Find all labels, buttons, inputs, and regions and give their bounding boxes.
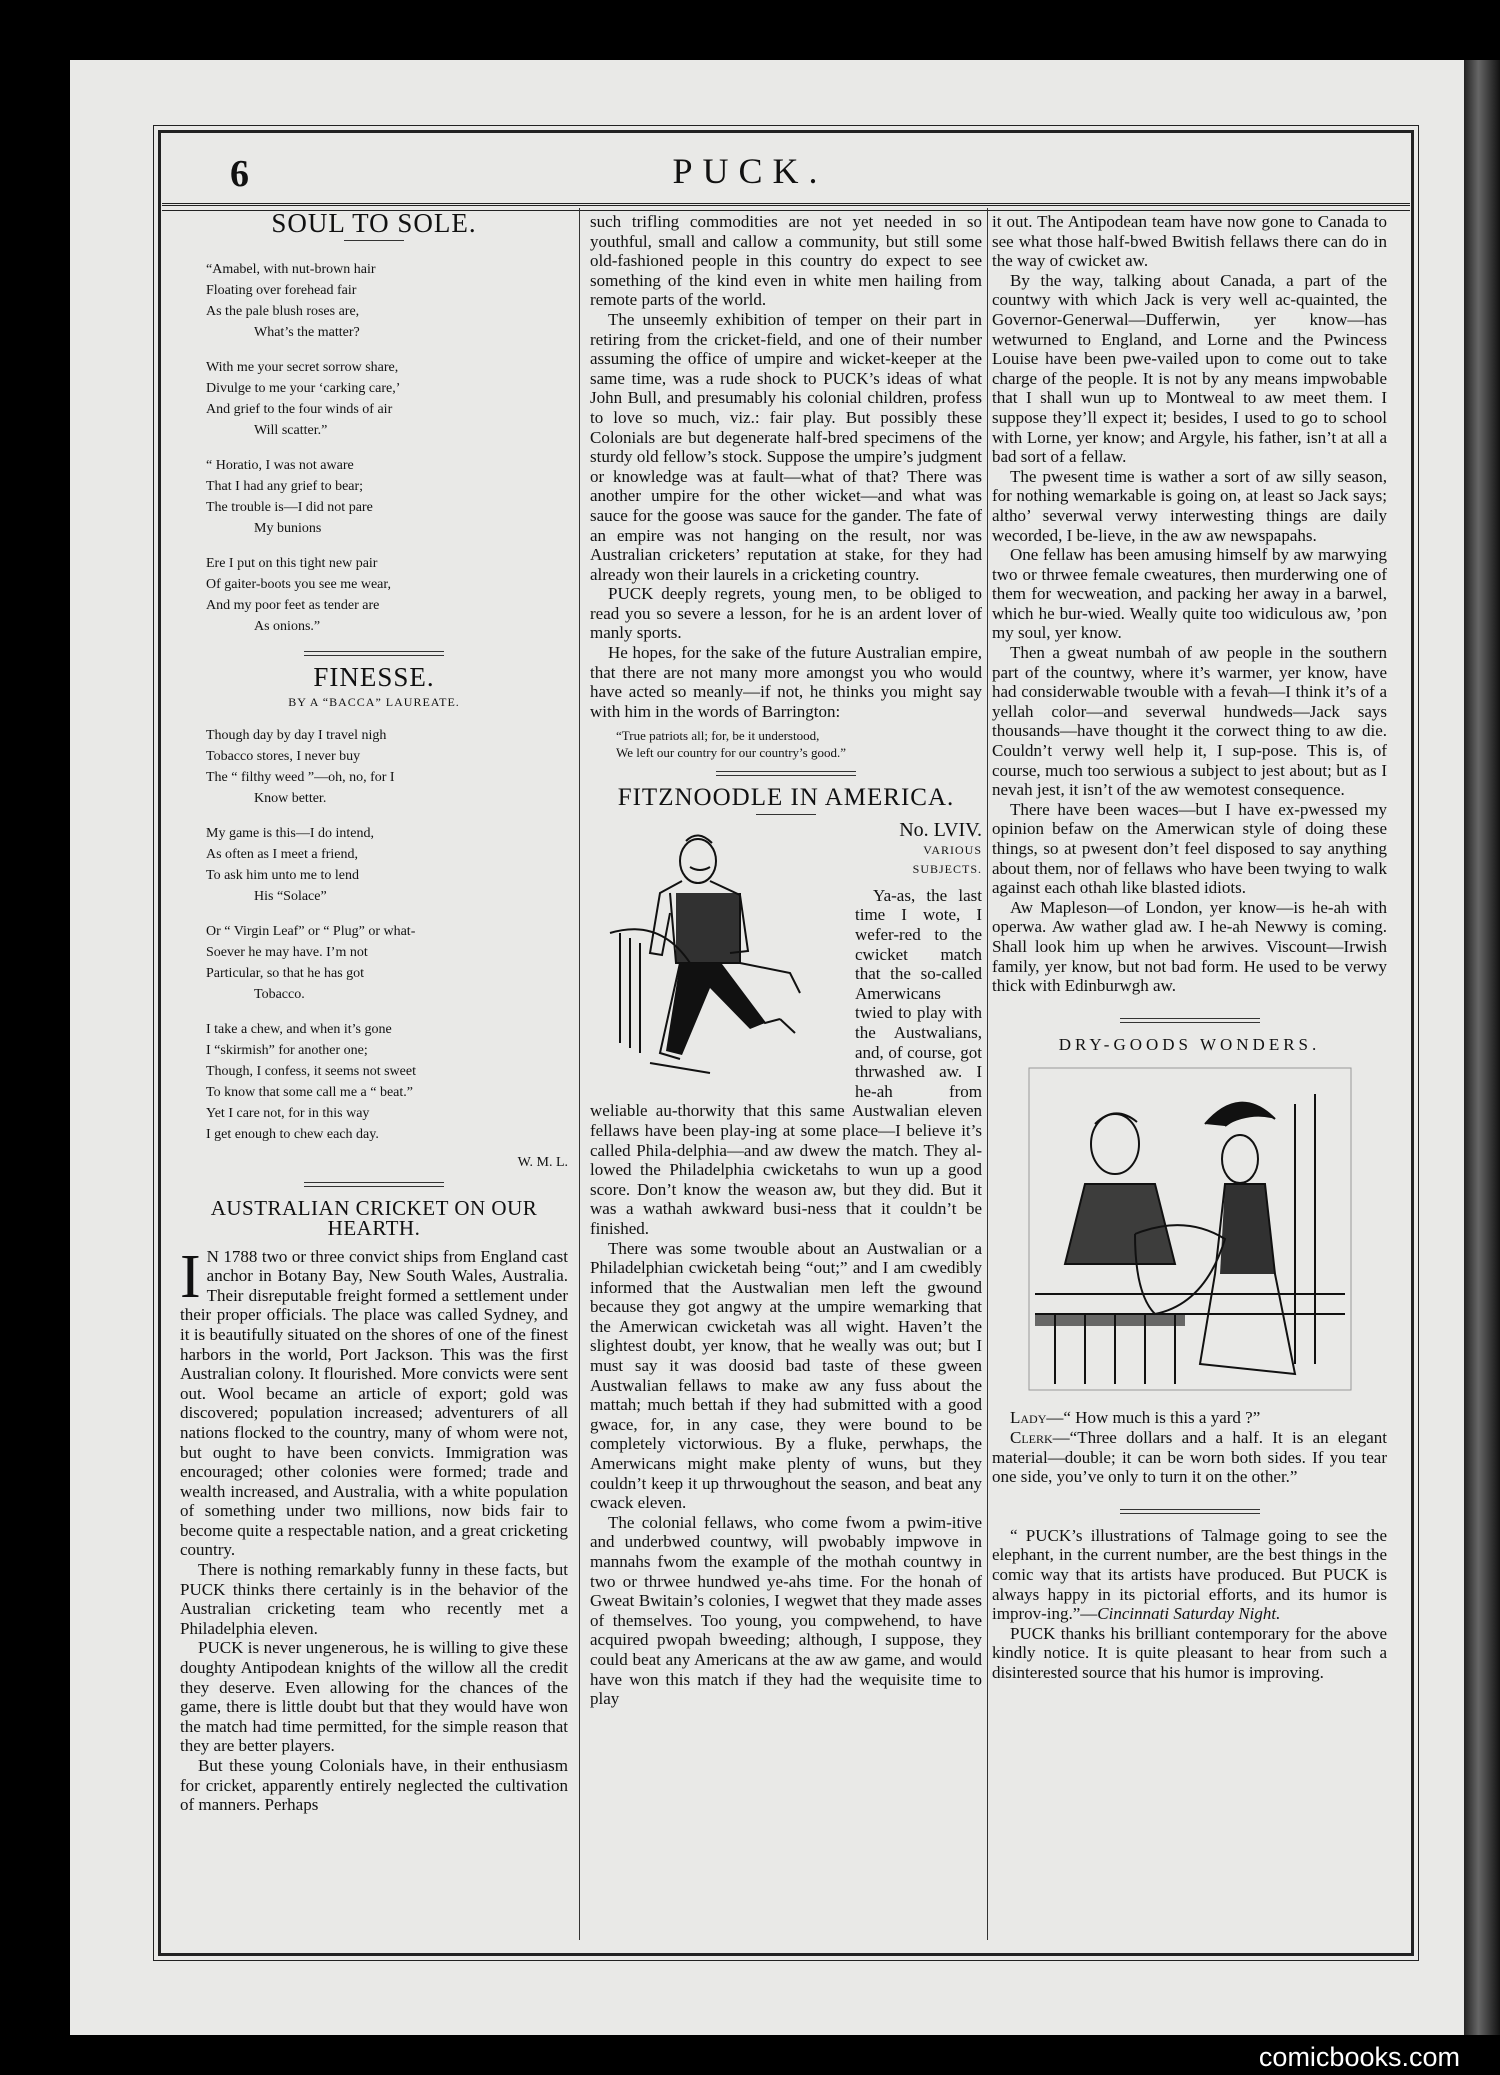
cartoon-title: DRY-GOODS WONDERS.: [1058, 1034, 1321, 1054]
poem-stanza: [206, 259, 568, 343]
verse-line: Tobacco.: [254, 986, 305, 1002]
verse-line: Tobacco stores, I never buy: [206, 748, 361, 764]
section-separator: [1120, 1018, 1260, 1023]
article-paragraph: By the way, talking about Canada, a part of the countwy with which Jack is very well ac-quainted, the Governor-Generwal—Dufferwin, yer know—has wetwurned to England, and Lorne and the Pwincess Louise have been pwe-vailed upon to come out to take charge of the people. It is not by any means impwobable that I shall wun up to Montweal to aw meet them. I suppose they’ll expect it; besides, I used to go to school with Lorne, yer know; and Argyle, his father, isn’t at all a bad sort of a fellaw.: [992, 270, 1387, 467]
article-paragraph: The pwesent time is wather a sort of aw silly season, for nothing wemarkable is going on, at least so Jack says; altho’ severwal verwy interwesting things are daily wecorded, I be-lieve, in the aw aw newspapahs.: [992, 466, 1387, 545]
fitznoodle-illustration: [590, 823, 845, 1083]
verse-line: Though, I confess, it seems not sweet: [206, 1063, 416, 1079]
verse-line: As the pale blush roses are,: [206, 303, 360, 319]
verse-line: My bunions: [254, 520, 322, 536]
verse-line: Will scatter.”: [254, 422, 328, 438]
watermark-text: comicbooks.com: [1258, 2042, 1460, 2072]
column-3: [992, 212, 1387, 1938]
article-paragraph: PUCK deeply regrets, young men, to be obliged to read you so severe a lesson, for he is an ardent lover of manly sports.: [590, 584, 982, 643]
verse-line: His “Solace”: [254, 888, 327, 904]
masthead: PUCK.: [672, 151, 828, 191]
verse-line: To ask him unto me to lend: [206, 867, 360, 883]
verse-line: I get enough to chew each day.: [206, 1126, 379, 1142]
verse-line: My game is this—I do intend,: [206, 825, 374, 841]
verse-line: “True patriots all; for, be it understood,: [616, 728, 820, 744]
article-paragraph: Then a gweat numbah of aw people in the southern part of the countwy, where it’s warmer, yer know, have had considerwable twouble with a fevah—I think it’s of a yellah color—and severwal hundweds—Jack says thousands—have thought it the corwect thing to aw die. Couldn’t verwy well help it, I sup-pose. This is, of course, much too serwious a subject to jest about; but as I nevah jest, it isn’t of the aw wemotest consequence.: [992, 643, 1387, 800]
column-divider: [987, 208, 988, 1940]
poem-signature: W. M. L.: [517, 1154, 568, 1170]
article-title: AUSTRALIAN CRICKET ON OUR HEARTH.: [210, 1196, 538, 1240]
drop-cap: I: [180, 1242, 201, 1311]
poem-stanza: [206, 553, 568, 637]
section-separator: [304, 651, 444, 656]
article-paragraph: The unseemly exhibition of temper on their part in retiring from the cricket-field, and one of their number assuming the office of umpire and wicket-keeper at the same time, was a rude shock to PUCK’s ideas of what John Bull, and presumably his colonial children, profess to love so much, viz.: fair play. But possibly these Colonials are but degenerate half-bred specimens of the sturdy old fellow’s stock. Suppose the umpire’s judgment or knowledge was at fault—what of that? There was another umpire for the other wicket—and what was sauce for the goose was sauce for the gander. The fate of an empire was not hanging on the result, nor was Australian cricketers’ reputation at stake, for they had already won their laurels in a cricketing country.: [590, 309, 982, 584]
article-paragraph: One fellaw has been amusing himself by aw marwying two or thrwee female cweatures, then murderwing one of them for wecweation, and packing her away in a barwel, which he bur-wied. Weally quite too widiculous aw, ’pon my soul, yer know.: [992, 545, 1387, 643]
poem-stanza: [206, 921, 568, 1005]
verse-line: The trouble is—I did not pare: [206, 499, 373, 515]
verse-line: We left our country for our country’s good.”: [616, 745, 847, 761]
verse-line: And my poor feet as tender are: [206, 597, 380, 613]
poem-stanza: [206, 455, 568, 539]
poem-byline: BY A “BACCA” LAUREATE.: [288, 695, 460, 710]
poem-stanza: [206, 357, 568, 441]
verse-line: I take a chew, and when it’s gone: [206, 1021, 392, 1037]
article-paragraph: He hopes, for the sake of the future Australian empire, that there are not many more amongst you who would have acted so meanly—if not, he thinks you might say with him in the words of Barrington:: [590, 643, 982, 721]
poem-title: SOUL TO SOLE.: [271, 212, 477, 238]
article-paragraph: There was some twouble about an Austwalian or a Philadelphian cwicketah being “out;” and I am cwedibly informed that the Austwalian men left the gwound because they got angwy at the umpire wemarking that the Amerwican cwicketah was all wight. Haven’t the slightest doubt, yer know, that he weally was out; but I must say it was doosid bad taste of these gween Austwalian fellaws to make aw any fuss about the mattah; much bettah if they had submitted with a good gwace, for, in any case, they were bound to be completely victorwious. By a fluke, perwhaps, the Amerwicans might make plenty of wuns, but they couldn’t keep it up thrwoughout the season, and beat any cwack eleven.: [590, 1238, 982, 1513]
press-notice-reply: PUCK thanks his brilliant contemporary for the above kindly notice. It is quite pleasant to hear from such a disinterested source that his humor is improving.: [992, 1623, 1387, 1682]
dry-goods-illustration: [1025, 1064, 1355, 1394]
article-paragraph: But these young Colonials have, in their enthusiasm for cricket, apparently entirely neglected the cultivation of manners. Perhaps: [180, 1756, 568, 1815]
verse-line: “ Horatio, I was not aware: [206, 457, 354, 473]
section-separator: [716, 771, 856, 776]
verse-line: Floating over forehead fair: [206, 282, 357, 298]
article-paragraph: PUCK is never ungenerous, he is willing to give these doughty Antipodean knights of the willow all the credit they deserve. Even allowing for the chances of the game, there is little doubt but that they would have won the match had time permitted, for the simple reason that they are better players.: [180, 1638, 568, 1756]
verse-quote: [590, 727, 982, 761]
series-number: No. LVIV.: [899, 819, 982, 842]
column-1: [180, 212, 568, 1938]
poem-stanza: [206, 1019, 568, 1145]
article-paragraph: such trifling commodities are not yet needed in so youthful, small and callow a community, but still some old-fashioned people in this country do expect to see something of the kind even in white men hailing from remote parts of the world.: [590, 212, 982, 310]
verse-line: Divulge to me your ‘carking care,’: [206, 380, 401, 396]
verse-line: Of gaiter-boots you see me wear,: [206, 576, 391, 592]
article-paragraph: I N 1788 two or three convict ships from England cast anchor in Botany Bay, New South Wales, Australia. Their disreputable freight formed a settlement under their proper officials. The place was called Sydney, and it is beautifully situated on the shores of one of the finest harbors in the world, Port Jackson. This was the first Australian colony. It flourished. More convicts were sent out. Wool became an article of export; gold was discovered; population increased; adventurers of all nations flocked to the country, many of whom were not, but ought to have been convicts. Immigration was encouraged; other colonies were formed; trade and wealth increased, and Australia, with a white population of something under two millions, now bids fair to become quite a respectable nation, and a great cricketing country.: [180, 1242, 568, 1560]
poem-stanza: [206, 823, 568, 907]
verse-line: Soever he may have. I’m not: [206, 944, 368, 960]
verse-line: Or “ Virgin Leaf” or “ Plug” or what-: [206, 923, 416, 939]
verse-line: With me your secret sorrow share,: [206, 359, 399, 375]
book-spine: [1464, 60, 1500, 2035]
masthead-rule: [162, 203, 1410, 211]
verse-line: As often as I meet a friend,: [206, 846, 358, 862]
verse-line: The “ filthy weed ”—oh, no, for I: [206, 769, 395, 785]
verse-line: And grief to the four winds of air: [206, 401, 393, 417]
title-rule: [344, 240, 404, 241]
verse-line: As onions.”: [254, 618, 321, 634]
article-paragraph: The colonial fellaws, who come fwom a pwim-itive and underbwed countwy, will pwobably impwove in mannahs fwom the example of the mothah countwy in two or thrwee hundwed ye-ahs time. For the honah of Gweat Bwitain’s colonies, I wegwet that they made asses of themselves. Too young, you compwehend, to have acquired pwopah bweeding; although, I suppose, they could beat any Americans at the aw aw game, and would have won this match if they had the wequisite time to play: [590, 1512, 982, 1709]
series-subtitle: VARIOUS SUBJECTS.: [912, 842, 982, 877]
section-separator: [1120, 1509, 1260, 1514]
title-rule: [756, 814, 816, 815]
article-title: FITZNOODLE IN AMERICA.: [617, 784, 955, 812]
column-2: [590, 212, 982, 1938]
cartoon-caption-lady: Lady—“ How much is this a yard ?”: [1010, 1408, 1261, 1428]
verse-line: I “skirmish” for another one;: [206, 1042, 368, 1058]
article-paragraph: Aw Mapleson—of London, yer know—is he-ah with operwa. Aw wather glad aw. I he-ah Newwy is coming. Shall look him up when he arwives. Viscount—Irwish family, yer know, but not bad form. He used to be verwy thick with Edinburwgh aw.: [992, 897, 1387, 996]
press-notice: “ PUCK’s illustrations of Talmage going to see the elephant, in the current number, are the best things in the comic way that its artists have produced. But PUCK is always happy in its pictorial efforts, and its humor is improv-ing.”—Cincinnati Saturday Night.: [992, 1525, 1387, 1624]
article-paragraph: There is nothing remarkably funny in these facts, but PUCK thinks there certainly is in the behavior of the Australian cricketing team who recently met a Philadelphia eleven.: [180, 1560, 568, 1638]
verse-line: That I had any grief to bear;: [206, 478, 364, 494]
poem-stanza: [206, 725, 568, 809]
verse-line: Particular, so that he has got: [206, 965, 365, 981]
verse-line: To know that some call me a “ beat.”: [206, 1084, 413, 1100]
article-paragraph: There have been waces—but I have ex-pwessed my opinion befaw on the Amerwican style of doing these things, so at pwesent don’t feel disposed to say anything about them, nor of fellaws who have been twying to walk against each othah like blasted idiots.: [992, 799, 1387, 898]
article-paragraph: Ya-as, the last time I wote, I wefer-red to the cwicket match that the so-called Amerwicans twied to play with the Austwalians, and, of course, got thrwashed aw. I he-ah from weliable au-thorwity that this same Austwalian eleven fellaws have been play-ing at some place—I believe it’s called Phila-delphia—and aw dwew the match. They al-lowed the Philadelphia cwicketahs to wun up a good score. Don’t know the weason aw, but they did. But it was a wathah awkward busi-ness that it couldn’t be finished.: [590, 885, 982, 1238]
poem-title: FINESSE.: [313, 661, 435, 692]
verse-line: “Amabel, with nut-brown hair: [206, 261, 376, 277]
verse-line: Though day by day I travel nigh: [206, 727, 387, 743]
verse-line: What’s the matter?: [254, 324, 360, 340]
column-divider: [579, 208, 580, 1940]
verse-line: Ere I put on this tight new pair: [206, 555, 378, 571]
page-number: 6: [230, 153, 249, 195]
verse-line: Yet I care not, for in this way: [206, 1105, 370, 1121]
verse-line: Know better.: [254, 790, 327, 806]
article-paragraph: it out. The Antipodean team have now gone to Canada to see what those half-bwed Bwitish fellaws there can do in the way of cwicket aw.: [992, 212, 1387, 271]
section-separator: [304, 1182, 444, 1187]
cartoon-caption-clerk: Clerk—“Three dollars and a half. It is an elegant material—double; it can be worn both sides. If you tear one side, you’ve only to turn it on the other.”: [992, 1427, 1387, 1487]
